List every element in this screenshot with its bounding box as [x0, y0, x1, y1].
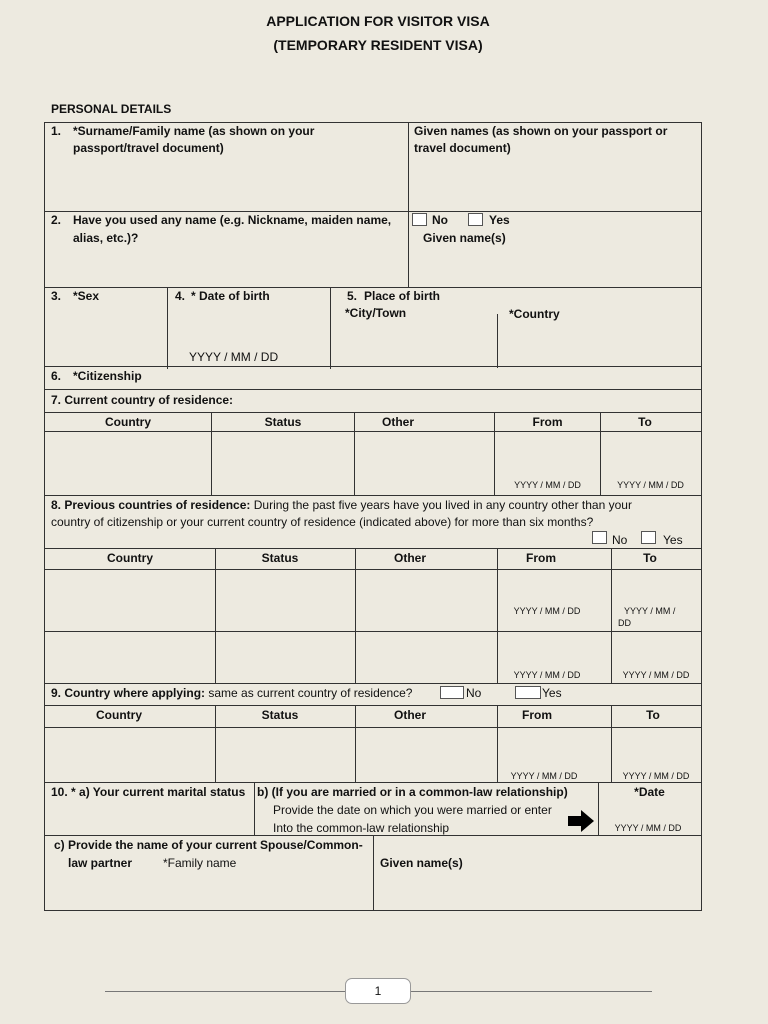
q7-header-to: To [638, 415, 652, 429]
q7-header-from: From [532, 415, 563, 429]
q2-given-names-label: Given name(s) [423, 231, 506, 245]
q2-yes-label: Yes [489, 213, 510, 227]
section-heading: PERSONAL DETAILS [51, 102, 172, 116]
q7-label: 7. Current country of residence: [51, 393, 234, 407]
q9-yes-checkbox[interactable] [515, 686, 541, 699]
q9-label-bold: 9. Country where applying: [51, 686, 206, 700]
q7-from-format: YYYY / MM / DD [514, 480, 581, 490]
row-divider [44, 910, 702, 911]
q8-row2-status-field[interactable] [217, 633, 354, 682]
form-border-right [701, 122, 702, 911]
date-of-birth-field[interactable] [169, 306, 329, 348]
q7-country-field[interactable] [46, 433, 210, 493]
q2-label-cont: alias, etc.)? [73, 231, 139, 245]
row-divider [44, 683, 702, 684]
q8-row2-country-field[interactable] [46, 633, 214, 682]
row-divider [44, 782, 702, 783]
q9-other-field[interactable] [357, 729, 496, 781]
q2-number: 2. [51, 213, 62, 227]
q10b-instruction-cont: Into the common-law relationship [273, 821, 450, 835]
q10-date-label: *Date [634, 785, 665, 799]
q8-label-bold: 8. Previous countries of residence: [51, 498, 251, 512]
marriage-date-field[interactable] [600, 802, 700, 822]
form-title: APPLICATION FOR VISITOR VISA [266, 13, 490, 29]
q5-city-label: *City/Town [345, 306, 407, 320]
q9-from-format: YYYY / MM / DD [510, 771, 578, 781]
row-divider [44, 631, 702, 632]
q9-no-label: No [466, 686, 482, 700]
q7-to-field[interactable] [602, 433, 700, 478]
q10c-label-cont: law partner [68, 856, 133, 870]
col-divider [373, 835, 374, 910]
q2-no-label: No [432, 213, 448, 227]
q9-status-field[interactable] [217, 729, 354, 781]
q9-label-text: same as current country of residence? [205, 686, 413, 700]
q10c-given-names-label: Given name(s) [380, 856, 463, 870]
q8-yes-label: Yes [663, 533, 683, 547]
q8-row1-from-format: YYYY / MM / DD [513, 606, 581, 616]
q7-other-field[interactable] [356, 433, 493, 493]
birth-city-field[interactable] [332, 324, 496, 366]
q8-label-cont: country of citizenship or your current country of residence (indicated above) for more than six months? [51, 515, 594, 529]
q9-header-from: From [522, 708, 552, 722]
other-name-field[interactable] [410, 250, 700, 286]
q8-no-label: No [612, 533, 628, 547]
footer-rule-right [410, 991, 652, 992]
q10a-marital-status-label: 10. * a) Your current marital status [51, 785, 246, 799]
q1-given-names-label: Given names (as shown on your passport or [414, 124, 668, 138]
q9-header-country: Country [96, 708, 142, 722]
q9-header-to: To [646, 708, 660, 722]
q2-no-checkbox[interactable] [412, 213, 427, 226]
q9-to-format: YYYY / MM / DD [622, 771, 690, 781]
q9-yes-label: Yes [542, 686, 562, 700]
form-border-left [44, 122, 45, 911]
q7-status-field[interactable] [213, 433, 353, 493]
col-divider [330, 287, 331, 369]
q6-number: 6. [51, 369, 62, 383]
q1-given-names-label-cont: travel document) [414, 141, 511, 155]
q4-dob-label: * Date of birth [191, 289, 270, 303]
q5-number: 5. [347, 289, 358, 303]
q8-row2-to-format: YYYY / MM / DD [622, 670, 690, 680]
row-divider [44, 366, 702, 367]
marital-status-field[interactable] [46, 802, 253, 834]
arrow-right-icon [566, 808, 596, 834]
row-divider [44, 705, 702, 706]
q10c-label: c) Provide the name of your current Spouse/Common- [54, 838, 363, 852]
col-divider [408, 122, 409, 287]
row-divider [44, 727, 702, 728]
page-number: 1 [374, 984, 382, 998]
col-divider [167, 287, 168, 369]
q9-header-other: Other [393, 708, 426, 722]
row-divider [44, 569, 702, 570]
footer-rule-left [105, 991, 347, 992]
q4-date-format: YYYY / MM / DD [189, 350, 279, 364]
q3-sex-label: *Sex [73, 289, 100, 303]
q8-header-to: To [643, 551, 657, 565]
q8-label-text: During the past five years have you lived in any country other than your [250, 498, 632, 512]
q10-date-format: YYYY / MM / DD [614, 823, 682, 833]
q8-row1-country-field[interactable] [46, 571, 214, 630]
q7-header-country: Country [105, 415, 151, 429]
q5-place-label: Place of birth [364, 289, 441, 303]
q7-header-other: Other [381, 415, 414, 429]
col-divider [215, 548, 216, 683]
q6-citizenship-label: *Citizenship [73, 369, 142, 383]
q8-header-other: Other [393, 551, 426, 565]
row-divider [44, 412, 702, 413]
q5-country-label: *Country [509, 307, 560, 321]
col-divider [611, 548, 612, 683]
q2-label: Have you used any name (e.g. Nickname, maiden name, [73, 213, 392, 227]
q9-header-status: Status [261, 708, 299, 722]
q7-to-format: YYYY / MM / DD [617, 480, 684, 490]
q8-row2-other-field[interactable] [357, 633, 496, 682]
col-divider [355, 548, 356, 683]
q9-country-field[interactable] [46, 729, 214, 781]
q1-number: 1. [51, 124, 62, 138]
row-divider [44, 548, 702, 549]
q9-label [51, 685, 412, 702]
col-divider [254, 782, 255, 835]
q8-header-from: From [526, 551, 556, 565]
birth-country-field[interactable] [499, 324, 700, 366]
q4-number: 4. [175, 289, 186, 303]
q8-header-status: Status [261, 551, 299, 565]
page-number-box [345, 978, 411, 1004]
row-divider [44, 495, 702, 496]
q8-yes-checkbox[interactable] [641, 531, 656, 544]
q3-number: 3. [51, 289, 62, 303]
q2-yes-checkbox[interactable] [468, 213, 483, 226]
citizenship-field[interactable] [150, 368, 700, 388]
row-divider [44, 389, 702, 390]
row-divider [44, 431, 702, 432]
q7-header-status: Status [264, 415, 302, 429]
q1-surname-label-cont: passport/travel document) [73, 141, 224, 155]
q8-label [51, 497, 632, 514]
q8-row1-status-field[interactable] [217, 571, 354, 630]
spouse-given-names-field[interactable] [375, 874, 700, 909]
q9-no-checkbox[interactable] [440, 686, 464, 699]
col-divider [497, 314, 498, 368]
q8-row1-to-format: YYYY / MM / [624, 606, 676, 616]
q8-no-checkbox[interactable] [592, 531, 607, 544]
q8-header-country: Country [107, 551, 153, 565]
surname-field[interactable] [46, 160, 406, 210]
q10b-instruction: Provide the date on which you were married or enter [273, 803, 552, 817]
q8-row1-other-field[interactable] [357, 571, 496, 630]
q8-row1-to-format-cont: DD [618, 618, 631, 628]
form-subtitle: (TEMPORARY RESIDENT VISA) [273, 37, 483, 53]
spouse-family-name-field[interactable] [46, 874, 372, 909]
q10b-label: b) (If you are married or in a common-law relationship) [257, 785, 568, 799]
q8-row2-from-format: YYYY / MM / DD [513, 670, 581, 680]
given-names-field[interactable] [410, 160, 700, 210]
q7-from-field[interactable] [496, 433, 599, 478]
sex-field[interactable] [46, 306, 166, 366]
q1-surname-label: *Surname/Family name (as shown on your [73, 124, 315, 138]
q10c-family-name-label: *Family name [163, 856, 237, 870]
